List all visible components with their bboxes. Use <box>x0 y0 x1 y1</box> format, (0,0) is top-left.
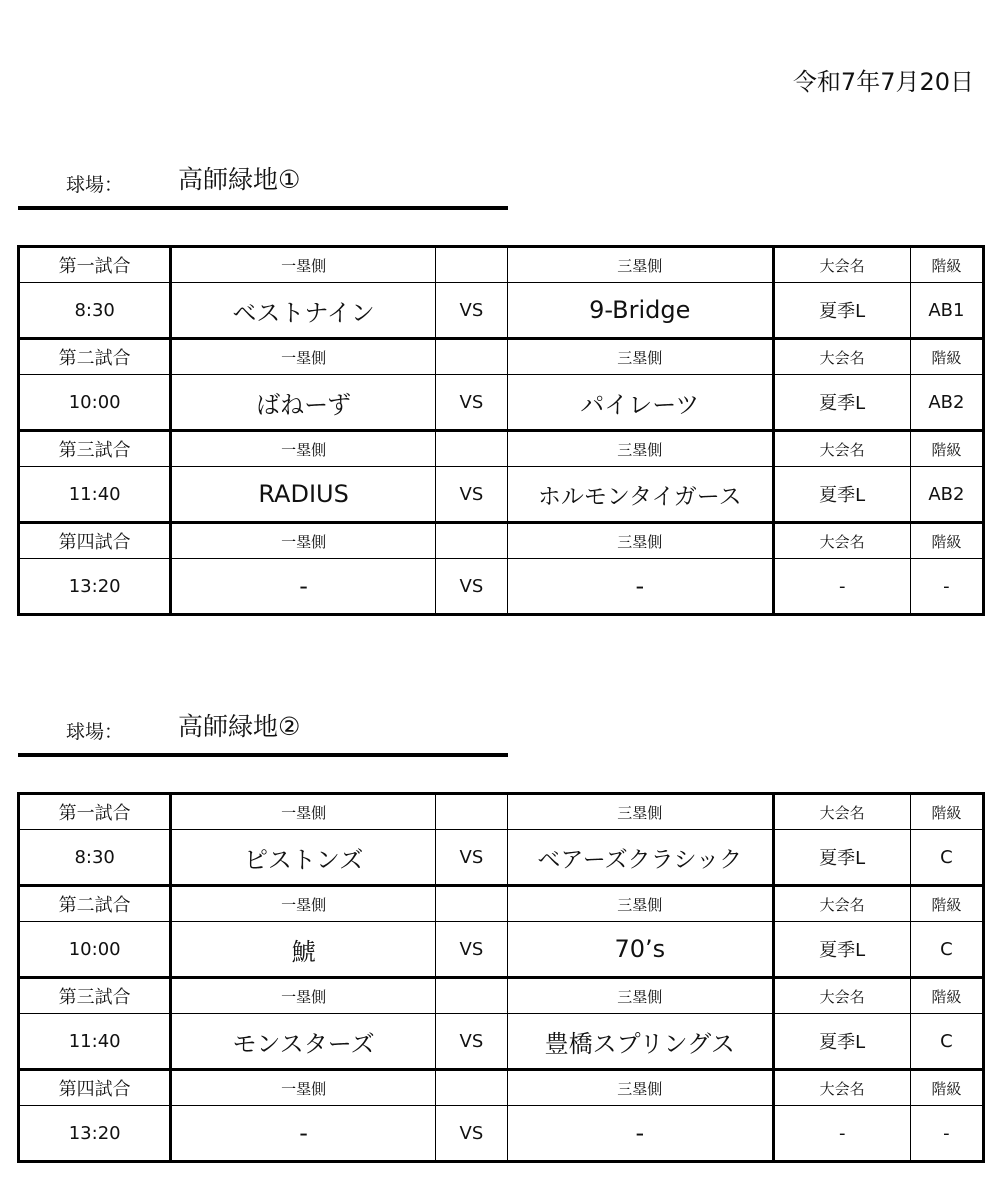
class-header: 階級 <box>910 886 983 922</box>
third-base-header: 三塁側 <box>508 523 774 559</box>
third-base-team: - <box>508 1106 774 1162</box>
class-value: AB2 <box>910 375 983 431</box>
game-time: 11:40 <box>19 1014 171 1070</box>
game-header-row <box>19 523 984 559</box>
class-value: - <box>910 1106 983 1162</box>
game-header-row <box>19 1070 984 1106</box>
game-header-row <box>19 794 984 830</box>
class-value: C <box>910 1014 983 1070</box>
game-time: 11:40 <box>19 467 171 523</box>
venue-underline <box>18 753 508 757</box>
first-base-team: - <box>171 1106 436 1162</box>
first-base-team: - <box>171 559 436 615</box>
tournament-name: - <box>773 1106 910 1162</box>
game-header-row <box>19 339 984 375</box>
class-header: 階級 <box>910 431 983 467</box>
first-base-team: モンスターズ <box>171 1014 436 1070</box>
class-header: 階級 <box>910 978 983 1014</box>
vs-label: VS <box>435 375 507 431</box>
first-base-header: 一塁側 <box>171 339 436 375</box>
game-header-row <box>19 247 984 283</box>
game-row <box>19 467 984 523</box>
tournament-name: 夏季L <box>773 922 910 978</box>
vs-label: VS <box>435 922 507 978</box>
tournament-name: 夏季L <box>773 467 910 523</box>
third-base-team: ベアーズクラシック <box>508 830 774 886</box>
tournament-name: 夏季L <box>773 830 910 886</box>
third-base-header: 三塁側 <box>508 431 774 467</box>
game-row <box>19 1014 984 1070</box>
game-title: 第二試合 <box>19 339 171 375</box>
game-row <box>19 1106 984 1162</box>
game-time: 10:00 <box>19 922 171 978</box>
venue-label: 球場： <box>66 721 124 743</box>
tournament-name: 夏季L <box>773 283 910 339</box>
tournament-header: 大会名 <box>773 1070 910 1106</box>
first-base-header: 一塁側 <box>171 247 436 283</box>
game-title: 第二試合 <box>19 886 171 922</box>
vs-label: VS <box>435 1014 507 1070</box>
first-base-team: RADIUS <box>171 467 436 523</box>
game-time: 10:00 <box>19 375 171 431</box>
game-title: 第三試合 <box>19 431 171 467</box>
game-header-row <box>19 978 984 1014</box>
game-title: 第一試合 <box>19 247 171 283</box>
class-header: 階級 <box>910 339 983 375</box>
game-row <box>19 922 984 978</box>
class-header: 階級 <box>910 247 983 283</box>
venue-underline <box>18 206 508 210</box>
game-title: 第三試合 <box>19 978 171 1014</box>
game-row <box>19 375 984 431</box>
class-value: C <box>910 922 983 978</box>
class-value: C <box>910 830 983 886</box>
vs-label: VS <box>435 830 507 886</box>
tournament-header: 大会名 <box>773 978 910 1014</box>
class-header: 階級 <box>910 1070 983 1106</box>
game-header-row <box>19 886 984 922</box>
game-title: 第四試合 <box>19 1070 171 1106</box>
third-base-header: 三塁側 <box>508 978 774 1014</box>
vs-label: VS <box>435 559 507 615</box>
first-base-header: 一塁側 <box>171 431 436 467</box>
first-base-header: 一塁側 <box>171 886 436 922</box>
tournament-header: 大会名 <box>773 247 910 283</box>
venue-name: 高師緑地① <box>178 165 301 194</box>
third-base-team: 9-Bridge <box>508 283 774 339</box>
class-value: - <box>910 559 983 615</box>
tournament-name: 夏季L <box>773 1014 910 1070</box>
third-base-header: 三塁側 <box>508 794 774 830</box>
class-header: 階級 <box>910 523 983 559</box>
class-value: AB1 <box>910 283 983 339</box>
tournament-header: 大会名 <box>773 431 910 467</box>
game-time: 13:20 <box>19 1106 171 1162</box>
class-header: 階級 <box>910 794 983 830</box>
third-base-team: 70’s <box>508 922 774 978</box>
game-time: 13:20 <box>19 559 171 615</box>
first-base-header: 一塁側 <box>171 978 436 1014</box>
schedule-table <box>17 792 985 1163</box>
vs-header-cell <box>435 794 507 830</box>
vs-label: VS <box>435 467 507 523</box>
third-base-header: 三塁側 <box>508 339 774 375</box>
third-base-team: パイレーツ <box>508 375 774 431</box>
vs-header-cell <box>435 523 507 559</box>
vs-header-cell <box>435 886 507 922</box>
venue-label: 球場： <box>66 174 124 196</box>
game-row <box>19 283 984 339</box>
game-time: 8:30 <box>19 830 171 886</box>
tournament-header: 大会名 <box>773 339 910 375</box>
game-row <box>19 559 984 615</box>
document-date: 令和7年7月20日 <box>792 68 974 96</box>
third-base-team: 豊橋スプリングス <box>508 1014 774 1070</box>
third-base-team: - <box>508 559 774 615</box>
first-base-team: ベストナイン <box>171 283 436 339</box>
third-base-header: 三塁側 <box>508 886 774 922</box>
tournament-name: 夏季L <box>773 375 910 431</box>
first-base-team: ばねーず <box>171 375 436 431</box>
venue-name: 高師緑地② <box>178 712 301 741</box>
first-base-header: 一塁側 <box>171 794 436 830</box>
vs-label: VS <box>435 1106 507 1162</box>
game-time: 8:30 <box>19 283 171 339</box>
third-base-team: ホルモンタイガース <box>508 467 774 523</box>
third-base-header: 三塁側 <box>508 1070 774 1106</box>
vs-header-cell <box>435 247 507 283</box>
game-row <box>19 830 984 886</box>
tournament-header: 大会名 <box>773 886 910 922</box>
tournament-name: - <box>773 559 910 615</box>
third-base-header: 三塁側 <box>508 247 774 283</box>
schedule-table <box>17 245 985 616</box>
vs-header-cell <box>435 431 507 467</box>
vs-header-cell <box>435 339 507 375</box>
first-base-header: 一塁側 <box>171 1070 436 1106</box>
first-base-team: ピストンズ <box>171 830 436 886</box>
first-base-team: 鯱 <box>171 922 436 978</box>
game-header-row <box>19 431 984 467</box>
tournament-header: 大会名 <box>773 523 910 559</box>
first-base-header: 一塁側 <box>171 523 436 559</box>
game-title: 第一試合 <box>19 794 171 830</box>
tournament-header: 大会名 <box>773 794 910 830</box>
class-value: AB2 <box>910 467 983 523</box>
vs-header-cell <box>435 1070 507 1106</box>
vs-header-cell <box>435 978 507 1014</box>
game-title: 第四試合 <box>19 523 171 559</box>
vs-label: VS <box>435 283 507 339</box>
